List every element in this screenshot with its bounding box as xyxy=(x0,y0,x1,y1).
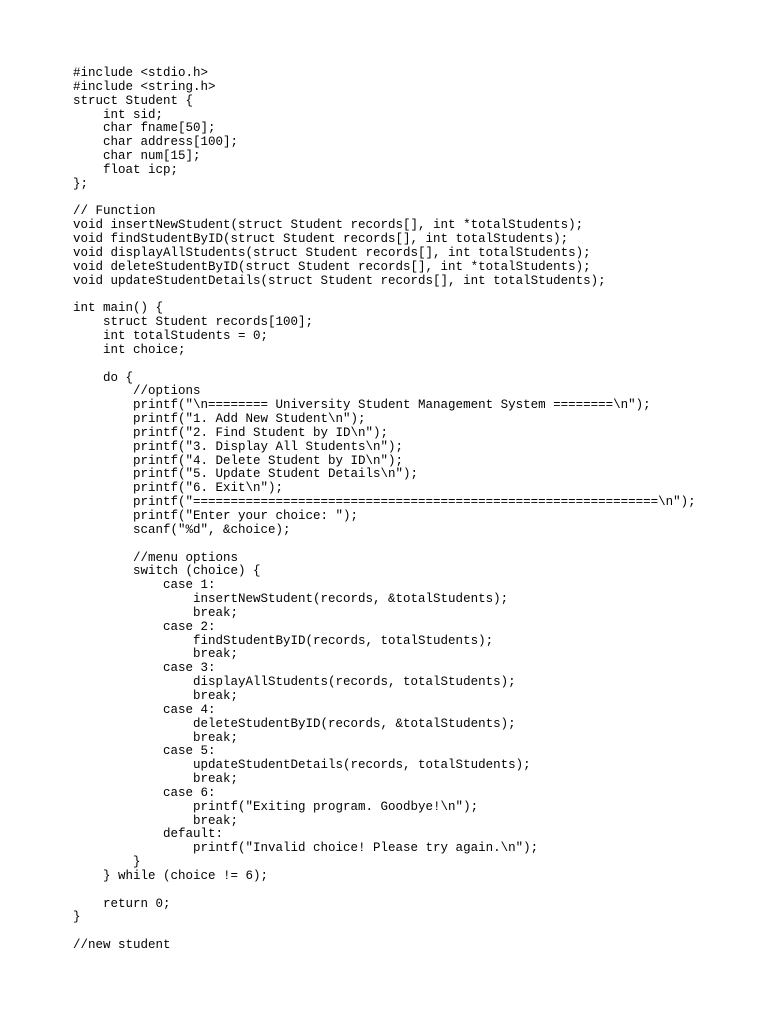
code-line: //options xyxy=(73,384,201,399)
code-line: } xyxy=(73,910,81,925)
code-line: insertNewStudent(records, &totalStudents); xyxy=(73,592,509,607)
code-line: char num[15]; xyxy=(73,149,201,164)
code-line xyxy=(73,192,696,206)
code-line: int choice; xyxy=(73,342,186,357)
code-line: case 4: xyxy=(73,702,216,717)
code-line: struct Student records[100]; xyxy=(73,315,314,330)
code-line: printf("==============================================================\n"); xyxy=(73,495,696,510)
code-line: break; xyxy=(73,605,239,620)
code-line xyxy=(73,289,696,303)
code-line xyxy=(73,925,696,939)
code-line xyxy=(73,358,696,372)
code-line: scanf("%d", &choice); xyxy=(73,522,291,537)
code-line: #include <stdio.h> xyxy=(73,66,209,80)
code-line: default: xyxy=(73,827,224,842)
code-listing xyxy=(73,67,696,953)
code-line: break; xyxy=(73,688,239,703)
code-line: printf("Exiting program. Goodbye!\n"); xyxy=(73,799,479,814)
code-line: } while (choice != 6); xyxy=(73,868,269,883)
code-line: #include <string.h> xyxy=(73,79,216,94)
code-line: updateStudentDetails(records, totalStudents); xyxy=(73,758,531,773)
code-line: printf("Invalid choice! Please try again.\n"); xyxy=(73,841,539,856)
code-line: printf("2. Find Student by ID\n"); xyxy=(73,425,389,440)
code-line: do { xyxy=(73,370,134,385)
code-line: } xyxy=(73,855,141,870)
code-line: struct Student { xyxy=(73,93,194,108)
code-line: printf("4. Delete Student by ID\n"); xyxy=(73,453,404,468)
code-line: //new student xyxy=(73,938,171,953)
code-line: displayAllStudents(records, totalStudents); xyxy=(73,675,516,690)
code-line xyxy=(73,538,696,552)
code-line: printf("1. Add New Student\n"); xyxy=(73,412,366,427)
code-line: int totalStudents = 0; xyxy=(73,329,269,344)
code-line: char address[100]; xyxy=(73,135,239,150)
code-line: printf("\n======== University Student Management System ========\n"); xyxy=(73,398,651,413)
code-line: //menu options xyxy=(73,550,239,565)
code-line: break; xyxy=(73,730,239,745)
code-line: printf("5. Update Student Details\n"); xyxy=(73,467,419,482)
code-line: printf("Enter your choice: "); xyxy=(73,509,359,523)
code-line: void findStudentByID(struct Student records[], int totalStudents); xyxy=(73,232,569,247)
code-line: float icp; xyxy=(73,162,179,177)
code-line: switch (choice) { xyxy=(73,564,261,579)
code-line: int sid; xyxy=(73,107,164,122)
code-line: findStudentByID(records, totalStudents); xyxy=(73,633,494,648)
code-line: deleteStudentByID(records, &totalStudents); xyxy=(73,716,516,731)
code-line: case 5: xyxy=(73,744,216,759)
code-line: }; xyxy=(73,176,89,191)
code-line: break; xyxy=(73,772,239,787)
code-line: case 1: xyxy=(73,578,216,593)
code-line: char fname[50]; xyxy=(73,121,216,136)
code-line: break; xyxy=(73,647,239,662)
code-line xyxy=(73,884,696,898)
code-line: printf("3. Display All Students\n"); xyxy=(73,439,404,454)
code-line: case 6: xyxy=(73,785,216,800)
code-line: void insertNewStudent(struct Student records[], int *totalStudents); xyxy=(73,218,584,233)
code-line: case 2: xyxy=(73,619,216,634)
code-line: return 0; xyxy=(73,896,171,911)
code-line: case 3: xyxy=(73,661,216,676)
code-line: int main() { xyxy=(73,301,164,316)
code-line: printf("6. Exit\n"); xyxy=(73,481,284,496)
code-line: void updateStudentDetails(struct Student records[], int totalStudents); xyxy=(73,273,606,288)
code-line: void deleteStudentByID(struct Student records[], int *totalStudents); xyxy=(73,259,591,274)
code-line: // Function xyxy=(73,204,156,219)
code-line: break; xyxy=(73,813,239,828)
code-line: void displayAllStudents(struct Student records[], int totalStudents); xyxy=(73,245,591,260)
